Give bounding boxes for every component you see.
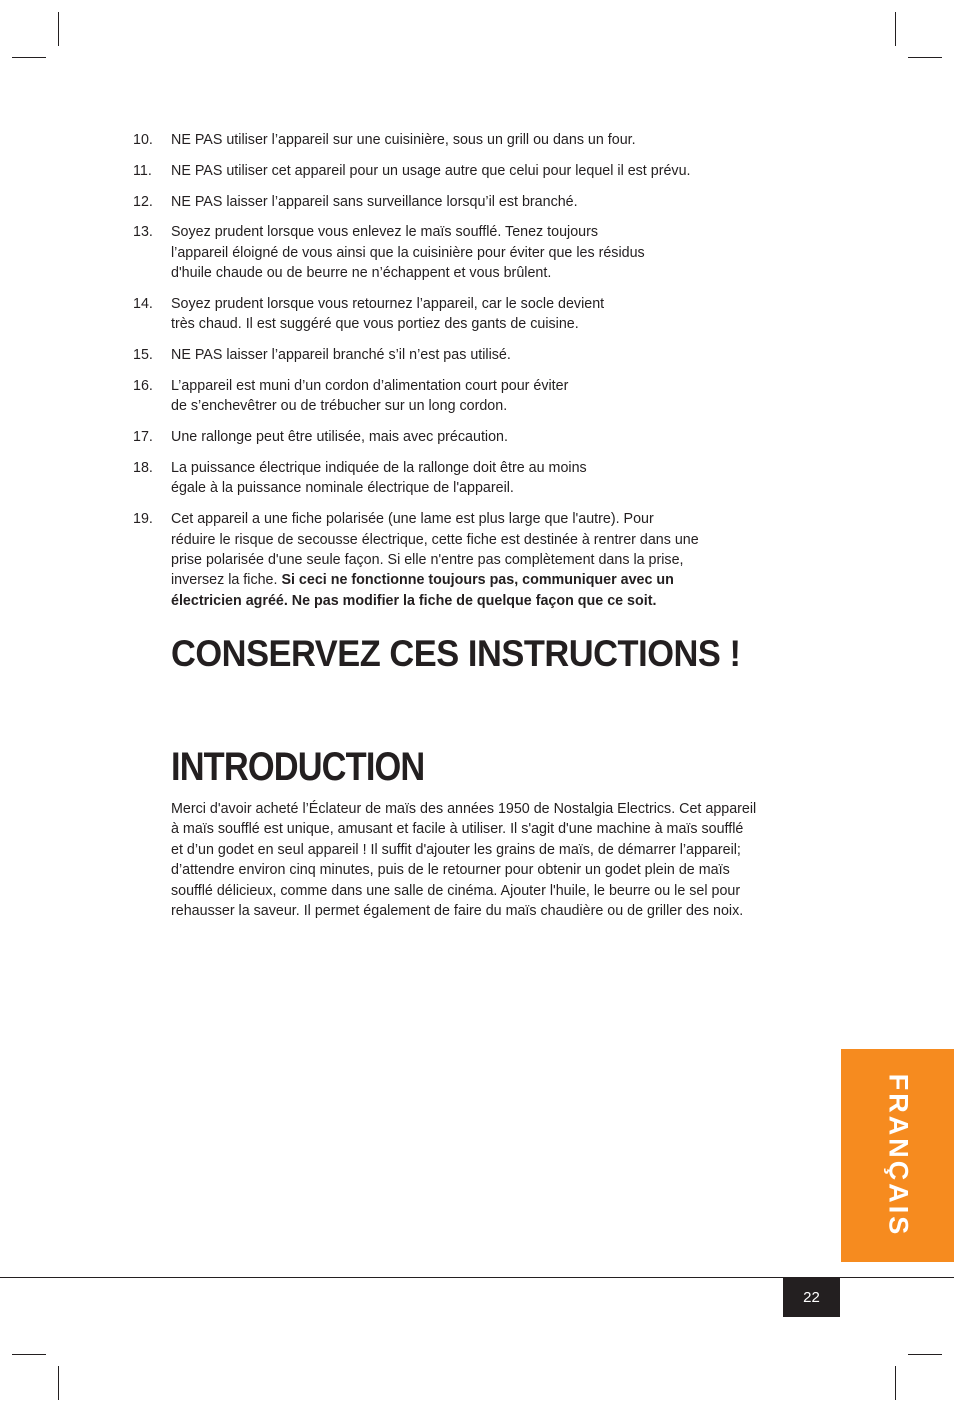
crop-mark bbox=[12, 57, 46, 58]
item-number: 16. bbox=[133, 378, 153, 394]
list-item bbox=[133, 376, 773, 417]
text-line: d’attendre environ cinq minutes, puis de le retourner pour obtenir un godet plein de maïs bbox=[171, 862, 730, 879]
item-number: 15. bbox=[133, 347, 153, 364]
text-line: rehausser la saveur. Il permet également de faire du maïs chaudière ou de griller des noix. bbox=[171, 903, 744, 920]
text-line: soufflé délicieux, comme dans une salle de cinéma. Ajouter l'huile, le beurre ou le sel pour bbox=[171, 882, 741, 899]
text-line: NE PAS laisser l’appareil branché s’il n’est pas utilisé. bbox=[171, 347, 511, 364]
item-number: 14. bbox=[133, 296, 153, 312]
list-item bbox=[133, 222, 773, 283]
crop-mark bbox=[58, 1366, 59, 1400]
item-text bbox=[171, 294, 773, 335]
text-line: La puissance électrique indiquée de la rallonge doit être au moins bbox=[171, 460, 587, 476]
item-number: 12. bbox=[133, 193, 153, 210]
list-item bbox=[133, 458, 773, 499]
text-line: NE PAS utiliser l’appareil sur une cuisinière, sous un grill ou dans un four. bbox=[171, 132, 636, 148]
item-number: 19. bbox=[133, 511, 153, 528]
item-number: 17. bbox=[133, 429, 153, 446]
text-line bbox=[171, 591, 773, 611]
page-number: 22 bbox=[783, 1278, 840, 1317]
item-text bbox=[171, 130, 773, 150]
text-line: Merci d'avoir acheté l’Éclateur de maïs des années 1950 de Nostalgia Electrics. Cet appareil bbox=[171, 801, 757, 817]
list-item bbox=[133, 161, 773, 181]
safety-instructions-list bbox=[133, 130, 773, 622]
text-line: NE PAS laisser l’appareil sans surveillance lorsqu’il est branché. bbox=[171, 193, 578, 210]
text-line: prise polarisée d'une seule façon. Si elle n'entre pas complètement dans la prise, bbox=[171, 552, 684, 569]
save-instructions-heading: CONSERVEZ CES INSTRUCTIONS ! bbox=[171, 633, 741, 674]
list-item bbox=[133, 130, 773, 150]
introduction-paragraph bbox=[171, 799, 821, 921]
item-text bbox=[171, 192, 773, 212]
bold-warning-text: Si ceci ne fonctionne toujours pas, communiquer avec un bbox=[281, 572, 674, 589]
text-line: Une rallonge peut être utilisée, mais avec précaution. bbox=[171, 429, 508, 446]
item-text bbox=[171, 161, 773, 181]
item-number: 10. bbox=[133, 132, 153, 148]
text-line: Cet appareil a une fiche polarisée (une lame est plus large que l'autre). Pour bbox=[171, 511, 654, 528]
text-line: l’appareil éloigné de vous ainsi que la cuisinière pour éviter que les résidus bbox=[171, 244, 645, 261]
list-item bbox=[133, 345, 773, 365]
text-line: L’appareil est muni d’un cordon d’alimentation court pour éviter bbox=[171, 378, 569, 394]
item-number: 13. bbox=[133, 224, 153, 241]
item-text bbox=[171, 509, 773, 611]
item-text bbox=[171, 458, 773, 499]
text-line: Soyez prudent lorsque vous enlevez le maïs soufflé. Tenez toujours bbox=[171, 224, 599, 241]
item-text bbox=[171, 427, 773, 447]
language-tab-label: FRANÇAIS bbox=[883, 1073, 913, 1238]
item-text bbox=[171, 222, 773, 283]
item-text bbox=[171, 345, 773, 365]
list-item bbox=[133, 509, 773, 611]
list-item bbox=[133, 427, 773, 447]
text-span: inversez la fiche. bbox=[171, 572, 282, 589]
item-number: 18. bbox=[133, 460, 153, 476]
text-line: à maïs soufflé est unique, amusant et facile à utiliser. Il s'agit d'une machine à maïs soufflé bbox=[171, 821, 744, 838]
bold-warning-text: électricien agréé. Ne pas modifier la fiche de quelque façon que ce soit. bbox=[171, 592, 657, 609]
text-line: réduire le risque de secousse électrique, cette fiche est destinée à rentrer dans une bbox=[171, 531, 699, 548]
crop-mark bbox=[908, 57, 942, 58]
introduction-heading: INTRODUCTION bbox=[171, 745, 425, 789]
text-line bbox=[171, 570, 773, 590]
crop-mark bbox=[58, 12, 59, 46]
item-text bbox=[171, 376, 773, 417]
text-line: d'huile chaude ou de beurre ne n’échappent et vous brûlent. bbox=[171, 265, 552, 282]
text-line: NE PAS utiliser cet appareil pour un usage autre que celui pour lequel il est prévu. bbox=[171, 162, 691, 179]
text-line: et d’un godet en seul appareil ! Il suffit d'ajouter les grains de maïs, de démarrer l’appareil; bbox=[171, 841, 741, 858]
text-line: de s’enchevêtrer ou de trébucher sur un long cordon. bbox=[171, 398, 508, 415]
crop-mark bbox=[895, 12, 896, 46]
list-item bbox=[133, 294, 773, 335]
item-number: 11. bbox=[133, 162, 152, 179]
crop-mark bbox=[12, 1354, 46, 1355]
text-line: très chaud. Il est suggéré que vous portiez des gants de cuisine. bbox=[171, 316, 579, 333]
list-item bbox=[133, 192, 773, 212]
crop-mark bbox=[908, 1354, 942, 1355]
language-tab bbox=[841, 1049, 954, 1262]
text-line: Soyez prudent lorsque vous retournez l’appareil, car le socle devient bbox=[171, 296, 605, 312]
text-line: égale à la puissance nominale électrique de l'appareil. bbox=[171, 480, 514, 497]
crop-mark bbox=[895, 1366, 896, 1400]
